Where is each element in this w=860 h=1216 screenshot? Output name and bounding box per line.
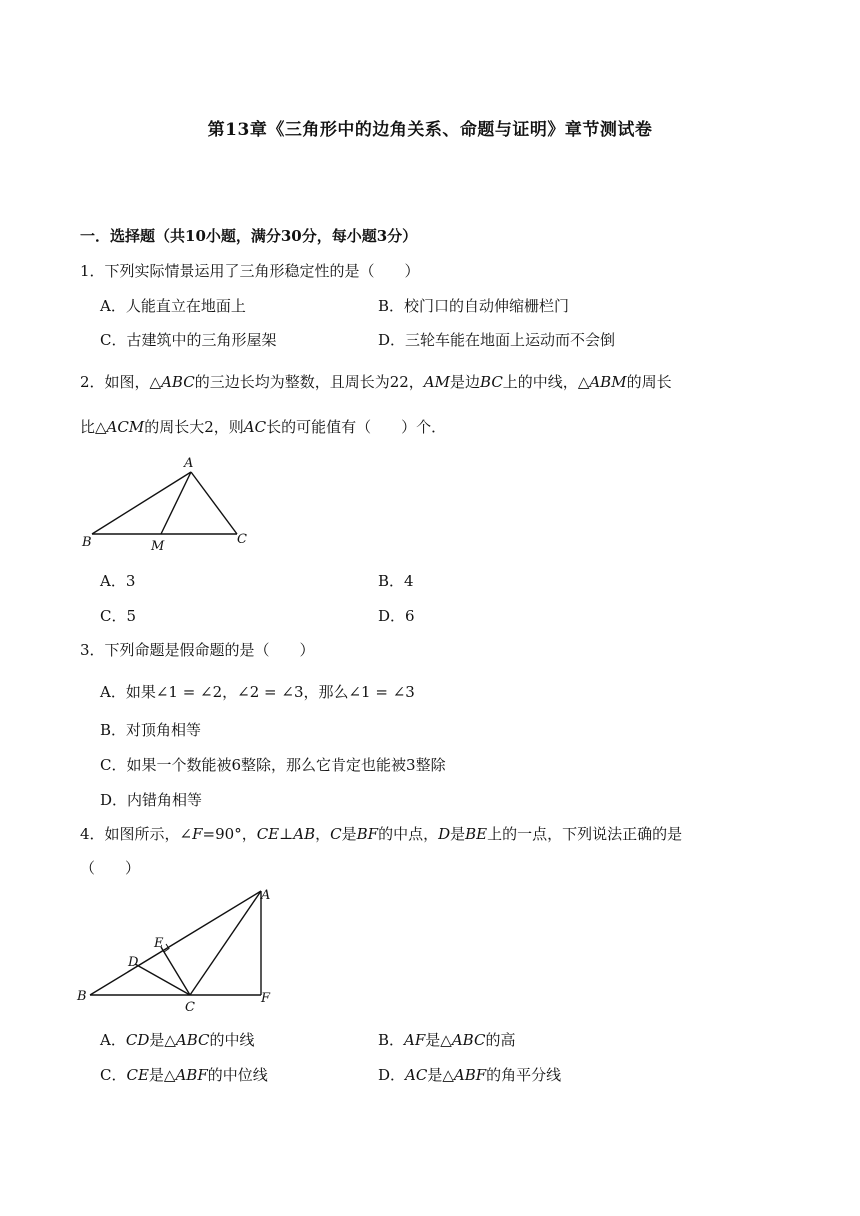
q2-option-a: A．3 <box>100 572 136 590</box>
q4-option-b: B．AF是△ABC的高 <box>378 1031 516 1049</box>
section-heading: 一．选择题（共10小题，满分30分，每小题3分） <box>80 227 418 245</box>
q3-option-a: A．如果∠1 = ∠2，∠2 = ∠3，那么∠1 = ∠3 <box>100 683 415 701</box>
q1-option-c: C．古建筑中的三角形屋架 <box>100 331 277 349</box>
q3-option-c: C．如果一个数能被6整除，那么它肯定也能被3整除 <box>100 756 446 774</box>
q1-option-a: A．人能直立在地面上 <box>100 297 246 315</box>
q2-option-d: D．6 <box>378 607 415 625</box>
label-e: E <box>154 936 164 951</box>
q2-triangle-figure <box>80 450 260 555</box>
q4-triangle-figure <box>75 882 285 1015</box>
label-c: C <box>185 1000 195 1015</box>
q1-option-d: D．三轮车能在地面上运动而不会倒 <box>378 331 616 349</box>
question-3-stem: 3．下列命题是假命题的是（ ） <box>80 641 315 659</box>
label-b: B <box>77 989 87 1004</box>
segment-ab <box>90 891 261 995</box>
label-m: M <box>151 539 165 554</box>
q2-option-c: C．5 <box>100 607 137 625</box>
label-a: A <box>184 456 194 471</box>
segment-ac <box>191 472 237 534</box>
q3-option-b: B．对顶角相等 <box>100 721 202 739</box>
label-b: B <box>82 535 92 550</box>
question-1-stem: 1．下列实际情景运用了三角形稳定性的是（ ） <box>80 262 420 280</box>
question-2-stem-line1: 2．如图，△ABC的三边长均为整数，且周长为22，AM是边BC上的中线，△ABM的周长 <box>80 373 672 391</box>
q4-option-c: C．CE是△ABF的中位线 <box>100 1066 268 1084</box>
label-d: D <box>128 955 139 970</box>
question-2-stem-line2: 比△ACM的周长大2，则AC长的可能值有（ ）个． <box>80 418 447 436</box>
segment-cd <box>135 964 190 995</box>
segment-ce <box>161 947 190 995</box>
label-c: C <box>237 532 247 547</box>
question-4-stem-line1: 4．如图所示，∠F=90°，CE⊥AB，C是BF的中点，D是BE上的一点，下列说法正确的是 <box>80 825 683 843</box>
q3-option-d: D．内错角相等 <box>100 791 203 809</box>
question-4-stem-line2: （ ） <box>80 859 141 877</box>
page-title: 第13章《三角形中的边角关系、命题与证明》章节测试卷 <box>207 120 653 140</box>
q2-option-b: B．4 <box>378 572 414 590</box>
q4-option-a: A．CD是△ABC的中线 <box>100 1031 255 1049</box>
q1-option-b: B．校门口的自动伸缩栅栏门 <box>378 297 570 315</box>
q4-option-d: D．AC是△ABF的角平分线 <box>378 1066 562 1084</box>
label-f: F <box>261 991 271 1006</box>
label-a: A <box>261 888 271 903</box>
segment-ac <box>190 891 261 995</box>
